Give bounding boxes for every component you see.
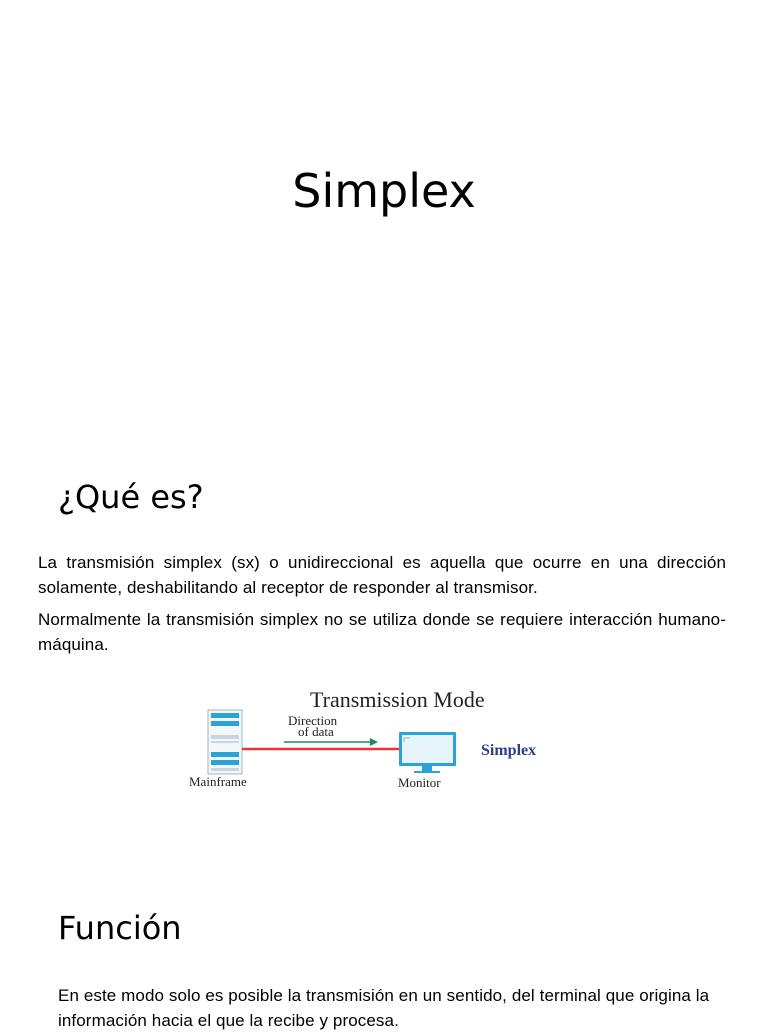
paragraph-function: En este modo solo es posible la transmisión en un sentido, del terminal que origina la información hacia el que la recibe y procesa. [58, 986, 710, 1030]
mainframe-icon [208, 710, 242, 774]
mainframe-label: Mainframe [189, 774, 247, 789]
monitor-label: Monitor [398, 775, 441, 790]
section-heading-que-es: ¿Qué es? [58, 478, 204, 516]
paragraph-usage: Normalmente la transmisión simplex no se utiliza donde se requiere interacción humano-máquina. [38, 610, 726, 654]
simplex-mode-label: Simplex [481, 742, 537, 759]
section-heading-funcion: Función [58, 909, 182, 947]
monitor-icon [399, 732, 456, 773]
transmission-mode-diagram [178, 682, 568, 800]
direction-label-line2: of data [298, 724, 334, 739]
direction-label-line1: Direction [288, 713, 338, 728]
paragraph-definition: La transmisión simplex (sx) o unidireccional es aquella que ocurre en una dirección solamente, deshabilitando al receptor de responder al transmisor. [38, 553, 726, 597]
slide-title: Simplex [292, 164, 476, 218]
direction-arrow-icon [284, 738, 378, 746]
diagram-title: Transmission Mode [310, 687, 485, 712]
